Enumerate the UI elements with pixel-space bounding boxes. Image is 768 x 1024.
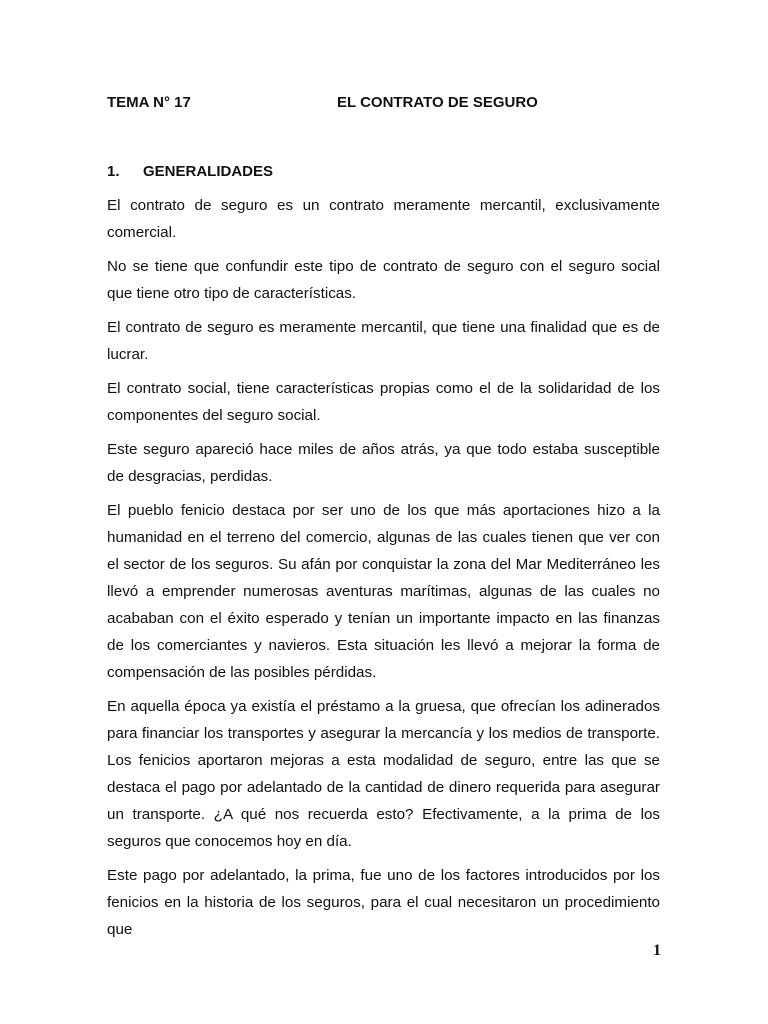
paragraph: El contrato social, tiene características propias como el de la solidaridad de los componentes del seguro social. [107,380,660,424]
body-text [107,192,660,950]
paragraph: Este pago por adelantado, la prima, fue uno de los factores introducidos por los fenicios en la historia de los seguros, para el cual necesitaron un procedimiento que [107,867,660,938]
document-header [107,92,667,114]
section-title: GENERALIDADES [143,163,274,180]
paragraph: El pueblo fenicio destaca por ser uno de los que más aportaciones hizo a la humanidad en el terreno del comercio, algunas de las cuales tienen que ver con el sector de los seguros. Su afán por conquistar la zona del Mar Mediterráneo les llevó a emprender numerosas aventuras marítimas, algunas de las cuales no acababan con el éxito esperado y tenían un importante impacto en las finanzas de los comerciantes y navieros. Esta situación les llevó a mejorar la forma de compensación de las posibles pérdidas. [107,502,660,681]
paragraph: En aquella época ya existía el préstamo a la gruesa, que ofrecían los adinerados para financiar los transportes y asegurar la mercancía y los medios de transporte. Los fenicios aportaron mejoras a esta modalidad de seguro, entre las que se destaca el pago por adelantado de la cantidad de dinero requerida para asegurar un transporte. ¿A qué nos recuerda esto? Efectivamente, a la prima de los seguros que conocemos hoy en día. [107,698,660,850]
paragraph: El contrato de seguro es meramente mercantil, que tiene una finalidad que es de lucrar. [107,319,660,363]
paragraph: No se tiene que confundir este tipo de contrato de seguro con el seguro social que tiene otro tipo de características. [107,258,660,302]
paragraph: Este seguro apareció hace miles de años atrás, ya que todo estaba susceptible de desgracias, perdidas. [107,441,660,485]
paragraph: El contrato de seguro es un contrato meramente mercantil, exclusivamente comercial. [107,197,660,241]
topic-label: TEMA N° 17 [107,94,191,111]
page-number: 1 [653,942,661,959]
document-title: EL CONTRATO DE SEGURO [337,94,538,111]
section-heading [107,161,273,183]
section-number: 1. [107,163,120,180]
